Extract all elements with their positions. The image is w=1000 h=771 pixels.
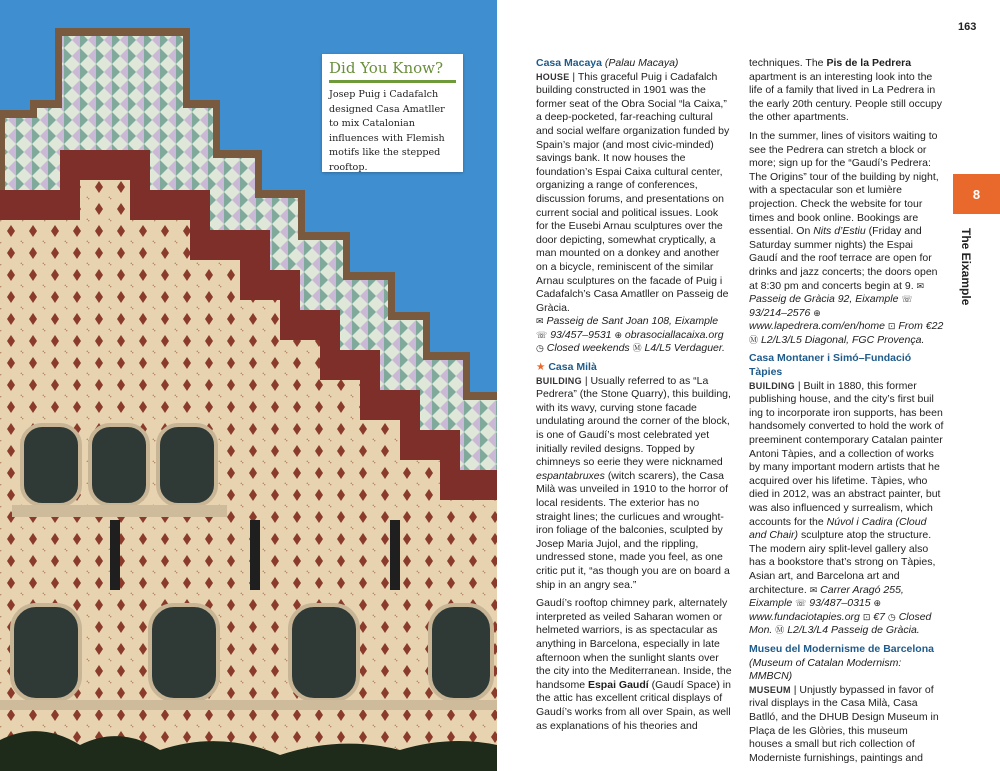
entry-title: Casa Milà [548, 361, 597, 374]
entry-metro: L2/L3/L5 Diagonal, FGC Provença. [760, 333, 925, 346]
entry-price: €7 [873, 610, 885, 623]
casa-montaner-entry [749, 352, 944, 637]
entry-term-translation: (Cloud and Chair) [749, 515, 927, 542]
chapter-name-tab [958, 228, 974, 306]
did-you-know-text: Josep Puig i Cadafalch designed Casa Amatller to mix Catalonian influences with Flemish motifs like the stepped rooftop. [329, 89, 445, 173]
text-column-right [749, 57, 944, 770]
entry-category: BUILDING [749, 380, 795, 391]
entry-phone: 93/487–0315 [809, 597, 871, 610]
entry-body: This graceful Puig i Cadafalch building constructed in 1901 was the former seat of the Obra Social “la Caixa,” a deep-pocketed, far-reaching cultural and social welfare organization funded by Spain’s major (and most civic-minded) savings bank. It now houses the foundation’s Espai Caixa cultural center, organizing a range of conferences, discussion forums, and presentations on current social and political issues. Look for the Eusebi Arnau sculptures over the door depicting, somewhat cryptically, a man mounted on a donkey and another on a bicycle, reminiscent of the similar Arnau sculptures on the facade of Puig i Cadafalch’s Casa Amatller on Passeig de Gràcia. [536, 70, 730, 314]
paragraph-text: (Gaudí Space) in the attic has excellent critical displays of Gaudí’s works from all over Spain, as well as explanations of his theories and [536, 678, 731, 732]
star-icon: ★ [536, 361, 546, 374]
paragraph-text: techniques. The [749, 57, 824, 69]
entry-hours: Closed Mon. [749, 610, 932, 637]
category-separator: | [581, 374, 591, 387]
category-separator: | [794, 379, 804, 392]
paragraph-text: In the summer, lines of visitors waiting to see the Pedrera can stretch a block or more; sign up for the “Gaudí’s Pedrera: The Origins” tour of the building by night, with a spectacular son et lumière projection. Check the website for tour times and book online. Bookings are essential. On [749, 129, 939, 238]
page-number: 163 [958, 21, 977, 33]
category-separator: | [790, 683, 800, 696]
chapter-number-tab: 8 [953, 174, 1000, 214]
entry-body: Built in 1880, this former publishing house, and the city’s first buil ing to incorporate iron supports, has been handsomely converted to hold the work of preeminent contemporary Catalan painter Antoni Tàpies, and a collection of works by many important modern artists that he acquired over his lifetime. Tàpies, who died in 2012, was an abstract painter, but was also influenced y surrealism, which accounts for the [749, 379, 944, 528]
entry-term: espantabruxes [536, 469, 605, 482]
entry-title: Casa Montaner i Simó–Fundació Tàpies [749, 352, 912, 379]
entry-category: BUILDING [536, 375, 582, 386]
entry-metro: L2/L3/L4 Passeig de Gràcia. [787, 624, 920, 637]
entry-title: Casa Macaya [536, 57, 602, 69]
chapter-name-label: The Eixample [959, 228, 973, 306]
ticket-icon: ⊡ [862, 611, 871, 622]
casa-mila-entry [536, 361, 732, 592]
entry-phone: 93/457–9531 [550, 328, 612, 341]
entry-metro: L4/L5 Verdaguer. [644, 342, 725, 355]
entry-body: Usually referred to as “La Pedrera” (the Stone Quarry), this building, with its wavy, curving stone facade undulating around the corner of the block, is one of Gaudí’s most celebrated yet initially reviled designs. Topped by chimneys so eerie they were nicknamed [536, 374, 731, 469]
did-you-know-title: Did You Know? [329, 59, 444, 77]
entry-phone: 93/214–2576 [749, 306, 811, 319]
address-icon: ✉ [809, 584, 818, 595]
web-icon: ⊕ [873, 598, 882, 609]
highlight-term: Pis de la Pedrera [826, 57, 912, 69]
entry-title: Museu del Modernisme de Barcelona [749, 642, 934, 655]
casa-mila-paragraph-2 [536, 597, 732, 733]
clock-icon: ◷ [887, 611, 896, 622]
entry-address: Carrer Aragó 255, Eixample [749, 583, 904, 610]
building-facade-photo [0, 0, 497, 771]
metro-icon: Ⓜ [749, 334, 759, 345]
phone-icon: ☏ [795, 598, 807, 609]
highlight-term: Espai Gaudí [587, 678, 649, 691]
entry-website[interactable]: www.fundaciotapies.org [749, 610, 860, 623]
phone-icon: ☏ [901, 294, 913, 305]
entry-term: Núvol i Cadira [826, 515, 893, 528]
clock-icon: ◷ [536, 343, 544, 354]
entry-term: Nits d’Estiu [813, 225, 866, 238]
entry-body-cont: sculpture atop the structure. The modern airy split-level gallery also has a bookstore that’s strong on Tàpies, Asian art, and Barcelona art and architecture. [749, 529, 936, 596]
entry-body: Unjustly bypassed in favor of rival displays in the Casa Milà, Casa Batlló, and the DHUB Design Museum in Plaça de les Glòries, this museum houses a small but rich collection of Moderniste furnishings, paintings and [749, 683, 939, 764]
paragraph-text: (Friday and Saturday summer nights) the Espai Gaudí and the roof terrace are open for drinks and jazz concerts; the doors open at 8:30 pm and concerts begin at 9. [749, 225, 938, 292]
entry-price: From €22 [898, 320, 944, 333]
address-icon: ✉ [536, 316, 544, 327]
metro-icon: Ⓜ [775, 625, 785, 636]
entry-alt-name: (Museum of Catalan Modernism: MMBCN) [749, 656, 902, 683]
phone-icon: ☏ [536, 329, 548, 340]
pedrera-paragraph-2 [749, 130, 944, 348]
paragraph-text: apartment is an interesting look into the life of a family that lived in La Pedrera in the early 20th century. People still occupy the other apartments. [749, 70, 942, 124]
text-column-left [536, 57, 732, 738]
ticket-icon: ⊡ [887, 321, 896, 332]
entry-website[interactable]: obrasociallacaixa.org [624, 328, 724, 341]
museu-modernisme-entry [749, 643, 944, 765]
entry-category: HOUSE [536, 71, 570, 82]
entry-category: MUSEUM [749, 684, 791, 695]
web-icon: ⊕ [813, 307, 821, 318]
entry-address: Passeig de Sant Joan 108, Eixample [546, 315, 719, 328]
entry-address: Passeig de Gràcia 92, Eixample [749, 293, 899, 306]
metro-icon: Ⓜ [632, 343, 642, 354]
entry-body-cont: (witch scarers), the Casa Milà was unveiled in 1910 to the horror of local residents. The exterior has no straight lines; the curlicues and wrought-iron foliage of the balconies, sculpted by Josep Maria Jujol, and the rippling, undressed stone, made you feel, as one critic put it, “as though you are on board a ship in an angry sea.” [536, 469, 730, 591]
entry-hours: Closed weekends [546, 342, 630, 355]
address-icon: ✉ [916, 280, 925, 291]
entry-website[interactable]: www.lapedrera.com/en/home [749, 320, 885, 333]
category-separator: | [569, 70, 578, 83]
entry-alt-name: (Palau Macaya) [604, 57, 679, 69]
did-you-know-box [322, 54, 463, 172]
web-icon: ⊕ [614, 329, 622, 340]
casa-macaya-entry [536, 57, 732, 356]
pedrera-paragraph-1 [749, 57, 944, 125]
paragraph-text: Gaudí’s rooftop chimney park, alternately interpreted as veiled Saharan women or helmeted warriors, is as spectacular as anything in Barcelona, especially in late afternoon when the sunlight slants over the city into the Mediterranean. Inside, the handsome [536, 597, 732, 691]
